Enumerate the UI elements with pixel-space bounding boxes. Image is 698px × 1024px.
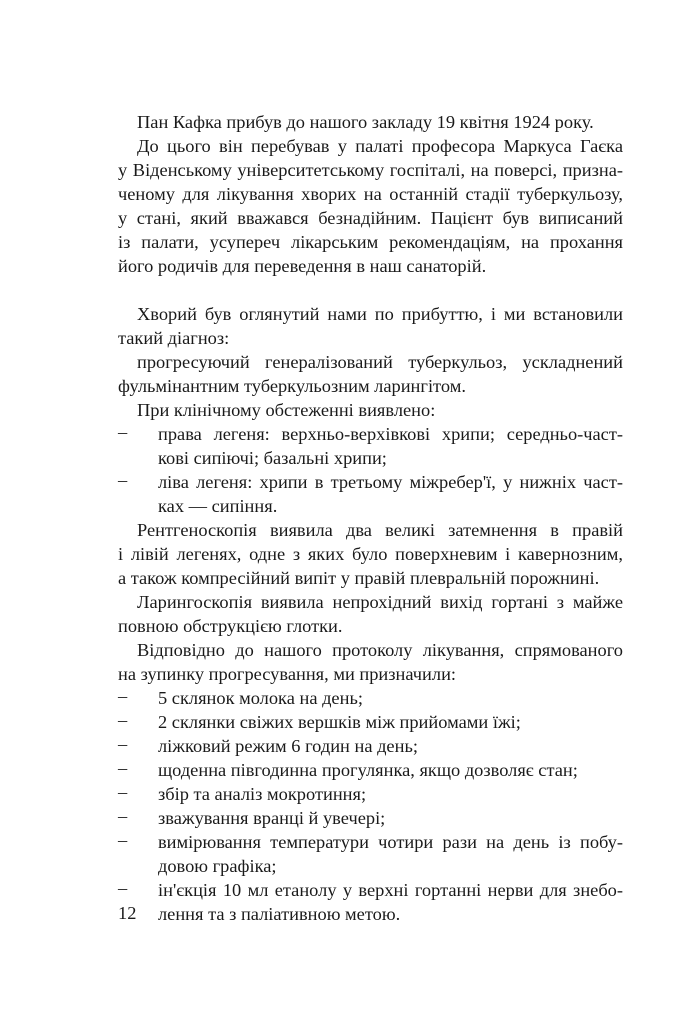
text-line: у стані, який вважався безнадійним. Пацієнт був виписаний: [118, 208, 623, 228]
text-line: ченому для лікування хворих на останній стадії туберкульозу,: [118, 184, 623, 204]
text-line: 5 склянок молока на день;: [158, 688, 363, 708]
list-item: [118, 782, 623, 806]
text-line: кові сипіючі; базальні хрипи;: [158, 448, 387, 468]
treatment-list: [118, 686, 623, 926]
text-line: вимірювання температури чотири рази на день із побу-: [158, 832, 623, 852]
text-line: При клінічному обстеженні виявлено:: [137, 400, 436, 420]
dash-marker: –: [118, 878, 128, 898]
text-line: ках — сипіння.: [158, 496, 278, 516]
paragraph-examination: [118, 302, 623, 350]
dash-marker: –: [118, 758, 128, 778]
dash-marker: –: [118, 734, 128, 754]
findings-list: [118, 422, 623, 518]
text-line: фульмінантним туберкульозним ларингітом.: [118, 376, 466, 396]
dash-marker: –: [118, 830, 128, 850]
text-line: збір та аналіз мокротиння;: [158, 784, 367, 804]
paragraph-laryngoscopy: [118, 590, 623, 638]
list-item: [118, 758, 623, 782]
text-line: Рентгеноскопія виявила два великі затемнення в правій: [137, 520, 623, 540]
text-line: довою графіка;: [158, 856, 277, 876]
paragraph-radiology: [118, 518, 623, 590]
text-line: ліжковий режим 6 годин на день;: [158, 736, 418, 756]
list-item: [118, 686, 623, 710]
dash-marker: –: [118, 806, 128, 826]
paragraph-treatment-intro: [118, 638, 623, 686]
dash-marker: –: [118, 422, 128, 442]
page-number: 12: [118, 903, 137, 923]
text-line: ліва легеня: хрипи в третьому міжребер'ї, у нижніх част-: [158, 472, 623, 492]
text-line: на зупинку прогресування, ми призначили:: [118, 664, 457, 684]
dash-marker: –: [118, 782, 128, 802]
text-line: Хворий був оглянутий нами по прибуттю, і ми встановили: [137, 304, 623, 324]
list-item: [118, 734, 623, 758]
text-line: права легеня: верхньо-верхівкові хрипи; середньо-част-: [158, 424, 623, 444]
paragraph-gap: [118, 278, 623, 302]
text-line: лення та з паліативною метою.: [158, 904, 401, 924]
text-line: а також компресійний випіт у правій плевральній порожнині.: [118, 568, 600, 588]
text-line: і лівій легенях, одне з яких було поверхневим і кавернозним,: [118, 544, 623, 564]
list-item: [118, 806, 623, 830]
dash-marker: –: [118, 470, 128, 490]
paragraph-arrival: [118, 110, 623, 134]
list-item: [118, 470, 623, 518]
list-item: [118, 830, 623, 878]
text-line: повною обструкцією глотки.: [118, 616, 343, 636]
page-body: [118, 110, 623, 926]
text-line: у Віденському університетському госпіталі, на поверсі, призна-: [118, 160, 623, 180]
text-line: До цього він перебував у палаті професора Маркуса Гаєка: [137, 136, 623, 156]
paragraph-diagnosis: [118, 350, 623, 398]
text-line: прогресуючий генералізований туберкульоз, ускладнений: [137, 352, 623, 372]
text-line: зважування вранці й увечері;: [158, 808, 386, 828]
text-line: щоденна півгодинна прогулянка, якщо дозволяє стан;: [158, 760, 578, 780]
list-item: [118, 878, 623, 926]
text-line: Ларингоскопія виявила непрохідний вихід гортані з майже: [137, 592, 623, 612]
text-line: Пан Кафка прибув до нашого закладу 19 квітня 1924 року.: [137, 112, 594, 132]
text-line: ін'єкція 10 мл етанолу у верхні гортанні нерви для знебо-: [158, 880, 623, 900]
text-line: такий діагноз:: [118, 328, 230, 348]
text-line: 2 склянки свіжих вершків між прийомами їжі;: [158, 712, 521, 732]
paragraph-clinical-findings-intro: [118, 398, 623, 422]
paragraph-prior-stay: [118, 134, 623, 278]
dash-marker: –: [118, 686, 128, 706]
text-line: Відповідно до нашого протоколу лікування, спрямованого: [137, 640, 623, 660]
list-item: [118, 422, 623, 470]
text-line: його родичів для переведення в наш санаторій.: [118, 256, 487, 276]
dash-marker: –: [118, 710, 128, 730]
list-item: [118, 710, 623, 734]
text-line: із палати, усупереч лікарським рекомендаціям, на прохання: [118, 232, 623, 252]
